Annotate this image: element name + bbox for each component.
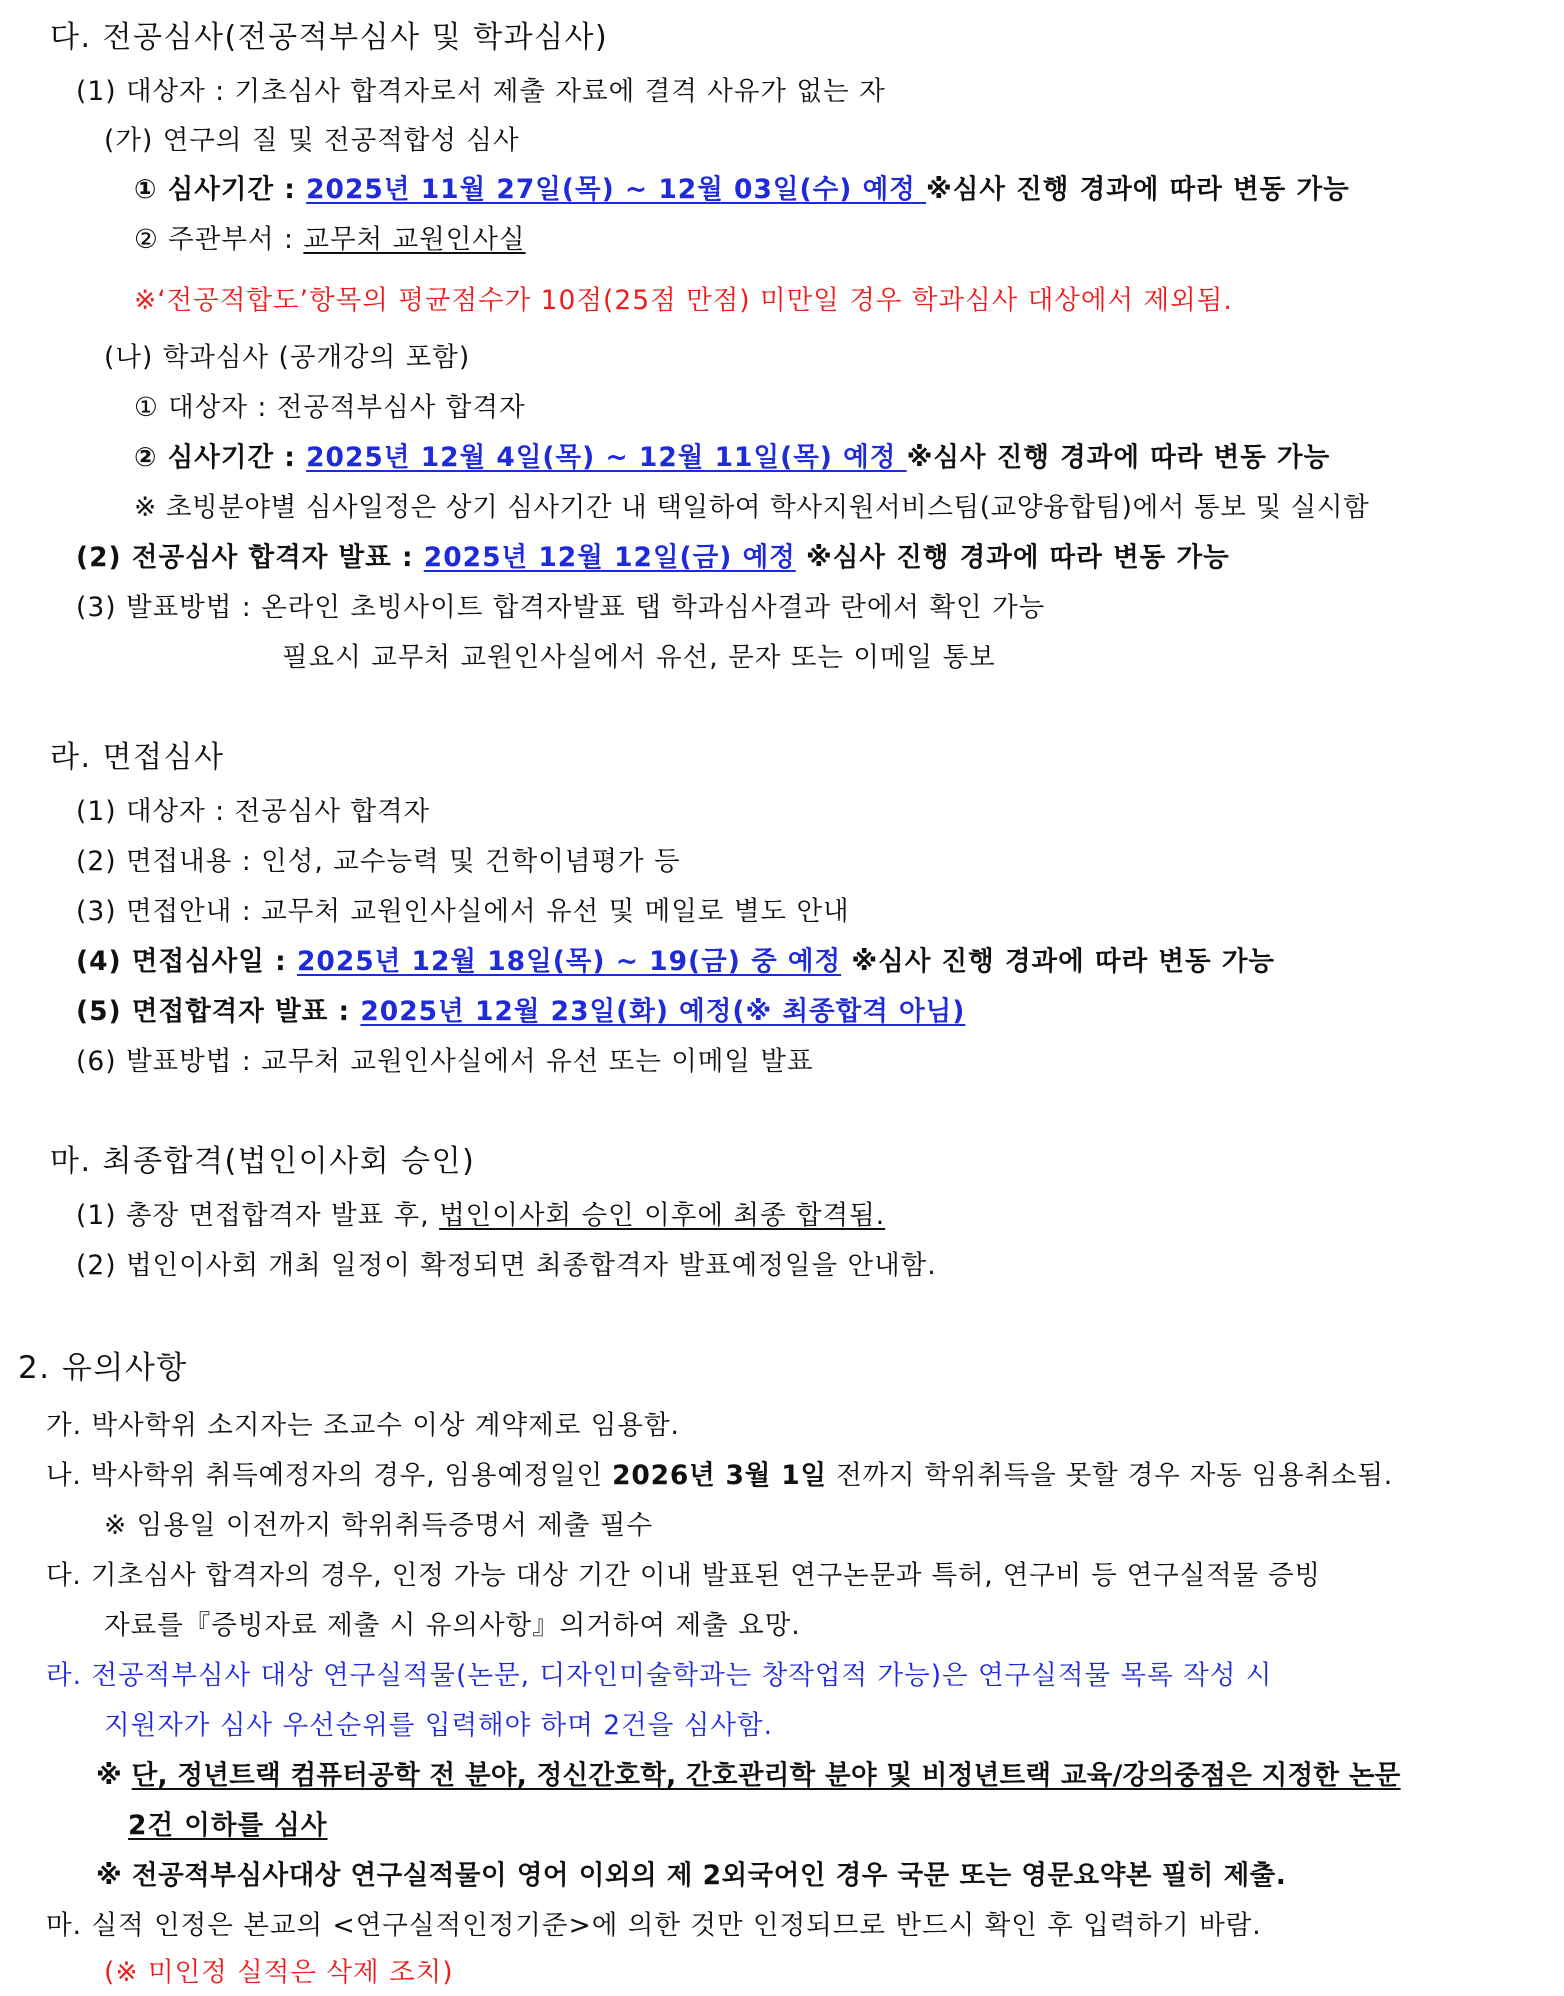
notice-na-c: 전까지 학위취득을 못할 경우 자동 임용취소됨. [826, 1460, 1393, 1491]
da-item-2 [76, 540, 1230, 576]
da-ga-item-2 [134, 222, 526, 258]
da-na-item-1: ① 대상자 : 전공적부심사 합격자 [134, 392, 526, 423]
ga-period-label: ① 심사기간 : [134, 174, 307, 205]
ma-item-1-emph: 법인이사회 승인 이후에 최종 합격됨. [439, 1200, 886, 1231]
notice-na-a: 나. 박사학위 취득예정자의 경우, 임용예정일인 [46, 1460, 613, 1491]
ga-period-note: ※심사 진행 경과에 따라 변동 가능 [926, 174, 1350, 205]
na-period-label: ② 심사기간 : [134, 442, 307, 473]
notice-na-date: 2026년 3월 1일 [612, 1460, 827, 1491]
section-ma-title: 마. 최종합격(법인이사회 승인) [50, 1144, 476, 1179]
section-ra-title: 라. 면접심사 [50, 740, 225, 775]
notice-ra-2: 지원자가 심사 우선순위를 입력해야 하며 2건을 심사함. [104, 1710, 774, 1741]
ma-item-1 [76, 1198, 885, 1234]
notice-da-2: 자료를『증빙자료 제출 시 유의사항』의거하여 제출 요망. [104, 1610, 801, 1641]
notice-ma-2: (※ 미인정 실적은 삭제 조치) [104, 1957, 454, 1988]
da-item-2-note: ※심사 진행 경과에 따라 변동 가능 [795, 542, 1230, 573]
notice-ma-1: 마. 실적 인정은 본교의 <연구실적인정기준>에 의한 것만 인정되므로 반드시 확인 후 입력하기 바람. [46, 1910, 1262, 1941]
notice-na-note: ※ 임용일 이전까지 학위취득증명서 제출 필수 [104, 1510, 654, 1541]
note-1-mark: ※ [96, 1760, 132, 1791]
ga-dept-value: 교무처 교원인사실 [303, 224, 526, 255]
da-item-1: (1) 대상자 : 기초심사 합격자로서 제출 자료에 결격 사유가 없는 자 [76, 76, 886, 107]
da-ga-warning: ※‘전공적합도’항목의 평균점수가 10점(25점 만점) 미만일 경우 학과심사 대상에서 제외됨. [134, 285, 1233, 316]
ga-dept-label: ② 주관부서 : [134, 224, 304, 255]
notice-ra-note-1 [96, 1758, 1401, 1794]
notice-da-1: 다. 기초심사 합격자의 경우, 인정 가능 대상 기간 이내 발표된 연구논문과 특허, 연구비 등 연구실적물 증빙 [46, 1560, 1321, 1591]
ra-item-4 [76, 944, 1275, 980]
notice-na [46, 1458, 1393, 1494]
ra-item-3: (3) 면접안내 : 교무처 교원인사실에서 유선 및 메일로 별도 안내 [76, 896, 850, 927]
ga-period-date: 2025년 11월 27일(목) ~ 12월 03일(수) 예정 [306, 174, 926, 205]
ma-item-1-text: (1) 총장 면접합격자 발표 후, [76, 1200, 440, 1231]
na-period-date: 2025년 12월 4일(목) ~ 12월 11일(목) 예정 [306, 442, 907, 473]
ra-item-2: (2) 면접내용 : 인성, 교수능력 및 건학이념평가 등 [76, 846, 681, 877]
section-da-title: 다. 전공심사(전공적부심사 및 학과심사) [50, 20, 609, 55]
ra-item-1: (1) 대상자 : 전공심사 합격자 [76, 796, 431, 827]
da-ga-title: (가) 연구의 질 및 전공적합성 심사 [104, 125, 520, 156]
da-item-2-label: (2) 전공심사 합격자 발표 : [76, 542, 424, 573]
ra-item-4-date: 2025년 12월 18일(목) ~ 19(금) 중 예정 [296, 946, 842, 977]
note-1-text: 단, 정년트랙 컴퓨터공학 전 분야, 정신간호학, 간호관리학 분야 및 비정년트랙 교육/강의중점은 지정한 논문 [131, 1760, 1401, 1791]
da-na-item-2 [134, 440, 1330, 476]
da-item-3-cont: 필요시 교무처 교원인사실에서 유선, 문자 또는 이메일 통보 [282, 642, 996, 673]
ra-item-5-label: (5) 면접합격자 발표 : [76, 996, 361, 1027]
ra-item-4-note: ※심사 진행 경과에 따라 변동 가능 [841, 946, 1276, 977]
da-ga-item-1 [134, 172, 1350, 208]
notice-ra-note-2: ※ 전공적부심사대상 연구실적물이 영어 이외의 제 2외국어인 경우 국문 또는 영문요약본 필히 제출. [96, 1860, 1287, 1891]
da-na-title: (나) 학과심사 (공개강의 포함) [104, 342, 471, 373]
ra-item-5-date: 2025년 12월 23일(화) 예정(※ 최종합격 아님) [360, 996, 966, 1027]
section-2-title: 2. 유의사항 [18, 1350, 188, 1386]
na-period-note: ※심사 진행 경과에 따라 변동 가능 [906, 442, 1331, 473]
da-item-3: (3) 발표방법 : 온라인 초빙사이트 합격자발표 탭 학과심사결과 란에서 확인 가능 [76, 592, 1046, 623]
notice-ga: 가. 박사학위 소지자는 조교수 이상 계약제로 임용함. [46, 1410, 680, 1441]
notice-ra-1: 라. 전공적부심사 대상 연구실적물(논문, 디자인미술학과는 창작업적 가능)은 연구실적물 목록 작성 시 [46, 1660, 1273, 1691]
ma-item-2: (2) 법인이사회 개최 일정이 확정되면 최종합격자 발표예정일을 안내함. [76, 1250, 937, 1281]
da-na-note: ※ 초빙분야별 심사일정은 상기 심사기간 내 택일하여 학사지원서비스팀(교양융합팀)에서 통보 및 실시함 [134, 492, 1370, 523]
notice-ra-note-1-cont: 2건 이하를 심사 [128, 1810, 328, 1841]
da-item-2-date: 2025년 12월 12일(금) 예정 [423, 542, 796, 573]
ra-item-5 [76, 994, 965, 1030]
ra-item-4-label: (4) 면접심사일 : [76, 946, 297, 977]
ra-item-6: (6) 발표방법 : 교무처 교원인사실에서 유선 또는 이메일 발표 [76, 1046, 814, 1077]
